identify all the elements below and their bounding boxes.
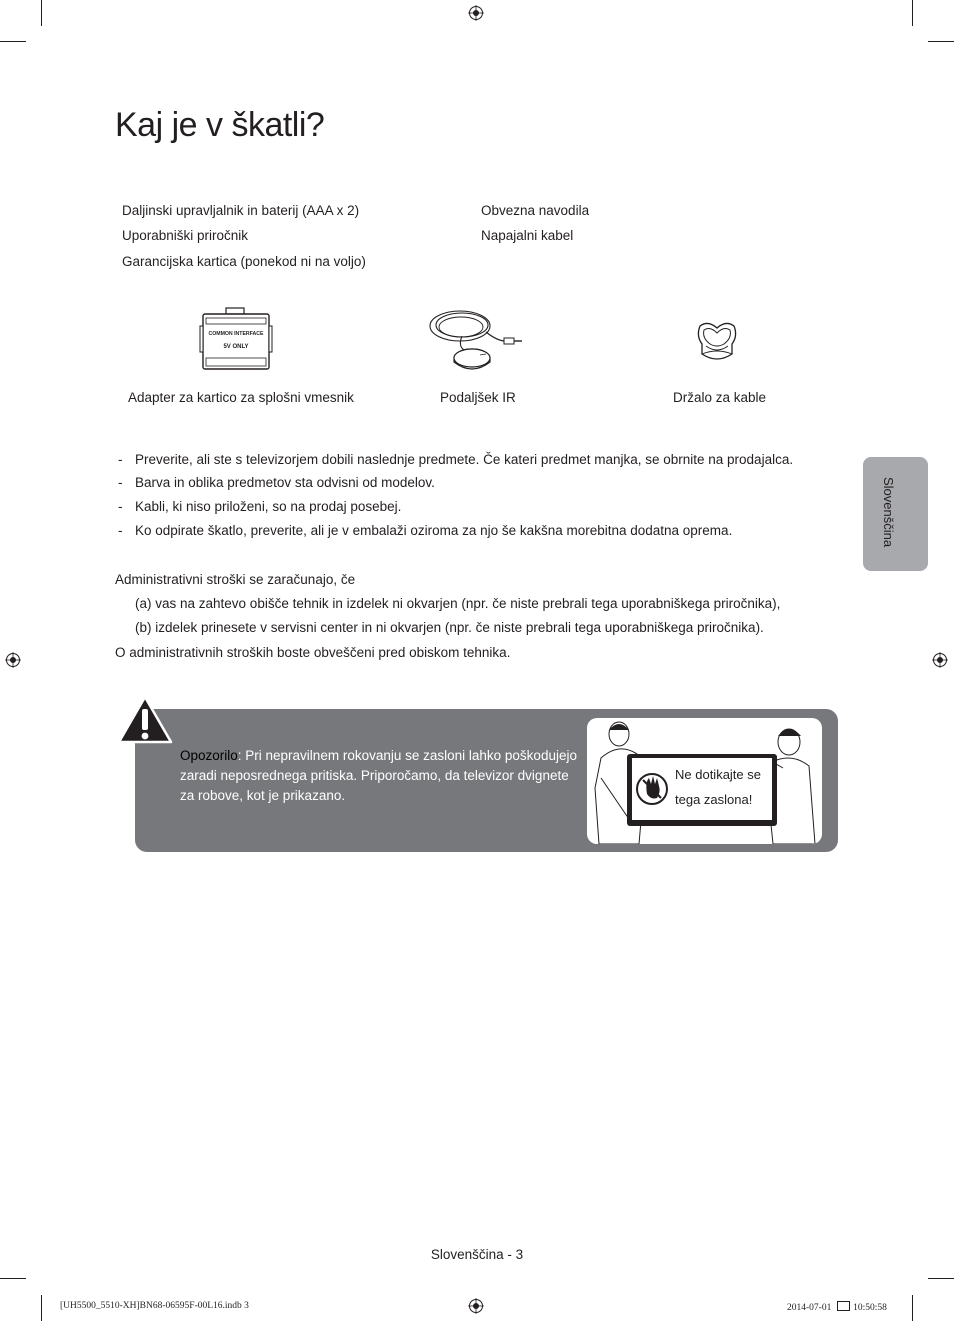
crop-mark <box>0 1278 26 1279</box>
warning-text <box>180 746 580 806</box>
ir-extender-cable-icon <box>428 306 524 378</box>
print-slug-file: [UH5500_5510-XH]BN68-06595F-00L16.indb 3 <box>60 1301 249 1311</box>
note-text: Ko odpirate škatlo, preverite, ali je v embalaži oziroma za njo še kakšna morebitna dodatna oprema. <box>135 523 733 538</box>
contents-item: Napajalni kabel <box>481 228 574 243</box>
note-text: Preverite, ali ste s televizorjem dobili naslednje predmete. Če kateri predmet manjka, se obrnite na prodajalca. <box>135 452 794 467</box>
print-slug-date <box>787 1301 887 1313</box>
registration-mark-icon <box>468 5 484 21</box>
crop-mark <box>928 1278 954 1279</box>
print-slug-glyph-icon <box>837 1301 850 1311</box>
ci-adapter-label: 5V ONLY <box>223 344 249 350</box>
language-side-tab-label: Slovenščina <box>881 477 896 548</box>
admin-case-a: (a) vas na zahtevo obišče tehnik in izdelek ni okvarjen (npr. če niste prebrali tega uporabniškega priročnika), <box>135 596 781 611</box>
registration-mark-icon <box>468 1298 484 1314</box>
admin-case-b: (b) izdelek prinesete v servisni center in ni okvarjen (npr. če niste prebrali tega uporabniškega priročnika). <box>135 620 764 635</box>
print-slug-date-value: 2014-07-01 <box>787 1303 832 1313</box>
admin-intro: Administrativni stroški se zaračunajo, če <box>115 572 356 587</box>
warning-triangle-icon <box>117 695 173 745</box>
do-not-touch-line1: Ne dotikajte se <box>675 767 761 782</box>
contents-item: Uporabniški priročnik <box>122 228 249 243</box>
page-title: Kaj je v škatli? <box>115 106 325 144</box>
print-slug-time: 10:50:58 <box>853 1303 887 1313</box>
note-text: Barva in oblika predmetov sta odvisni od modelov. <box>135 475 435 490</box>
contents-item: Obvezna navodila <box>481 203 590 218</box>
warning-body: : Pri nepravilnem rokovanju se zasloni lahko poškodujejo zaradi neposrednega pritiska. Priporočamo, da televizor dvignete za robove, kot je prikazano. <box>180 748 577 803</box>
language-side-tab <box>863 457 928 571</box>
crop-mark <box>41 0 42 26</box>
ci-card-adapter-icon <box>199 306 273 374</box>
warning-label: Opozorilo <box>180 748 238 763</box>
crop-mark <box>0 41 26 42</box>
crop-mark <box>928 41 954 42</box>
do-not-touch-line2: tega zaslona! <box>675 792 753 807</box>
accessory-caption: Adapter za kartico za splošni vmesnik <box>128 390 354 405</box>
cable-holder-icon <box>694 318 740 366</box>
note-text: Kabli, ki niso priloženi, so na prodaj posebej. <box>135 499 402 514</box>
registration-mark-icon <box>932 652 948 668</box>
accessory-caption: Podaljšek IR <box>440 390 516 405</box>
contents-item: Garancijska kartica (ponekod ni na voljo) <box>122 254 366 269</box>
page-footer: Slovenščina - 3 <box>430 1247 524 1262</box>
admin-outro: O administrativnih stroških boste obveščeni pred obiskom tehnika. <box>115 645 511 660</box>
crop-mark <box>912 1295 913 1321</box>
registration-mark-icon <box>5 652 21 668</box>
contents-item: Daljinski upravljalnik in baterij (AAA x 2) <box>122 203 360 218</box>
tv-handling-illustration <box>587 718 822 844</box>
crop-mark <box>912 0 913 26</box>
crop-mark <box>41 1295 42 1321</box>
accessory-caption: Držalo za kable <box>673 390 767 405</box>
ci-adapter-label: COMMON INTERFACE <box>208 331 264 337</box>
